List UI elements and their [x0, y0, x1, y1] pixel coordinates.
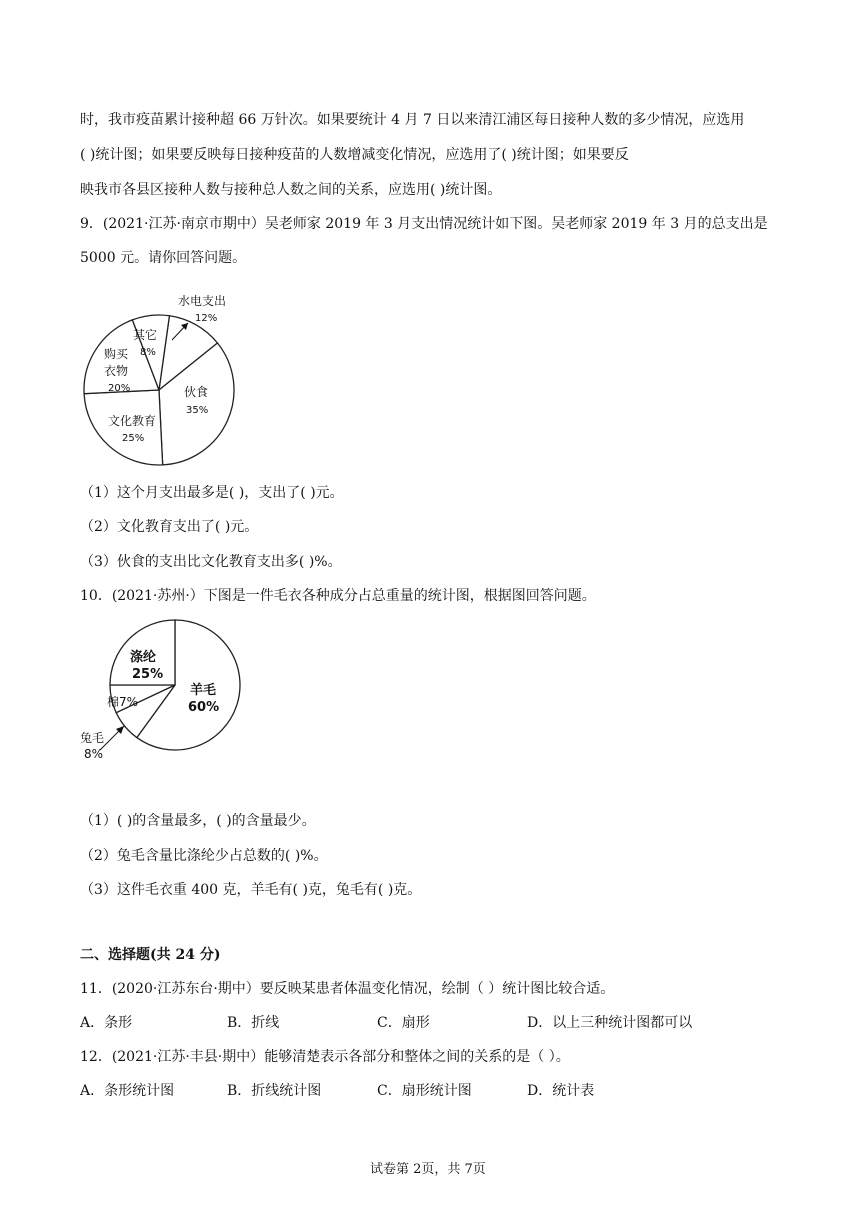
q11-option-d[interactable]: D．以上三种统计图都可以 — [527, 1015, 693, 1031]
sweater-pie-chart — [80, 620, 250, 770]
pie2-label-rabbit-pct: 8% — [84, 747, 104, 761]
pie2-label-poly: 涤纶 — [130, 650, 157, 665]
pie1-label-other-pct: 8% — [140, 347, 156, 358]
q12-option-d[interactable]: D．统计表 — [527, 1083, 595, 1099]
pie2-label-cotton: 棉7% — [107, 695, 139, 709]
q10-sub-1: （1）( )的含量最多，( )的含量最少。 — [80, 813, 316, 829]
q11-option-c[interactable]: C．扇形 — [377, 1015, 430, 1031]
q10-sub-2: （2）兔毛含量比涤纶少占总数的( )%。 — [80, 848, 328, 864]
q9-sub-1: （1）这个月支出最多是( )，支出了( )元。 — [80, 485, 344, 501]
pie2-label-rabbit: 兔毛 — [80, 731, 105, 745]
pie1-label-food-pct: 35% — [186, 405, 209, 416]
q9-sub-3: （3）伙食的支出比文化教育支出多( )%。 — [80, 554, 342, 570]
pie1-label-water-pct: 12% — [195, 313, 218, 324]
q8-line-2: ( )统计图；如果要反映每日接种疫苗的人数增减变化情况，应选用了( )统计图；如果要反 — [80, 147, 629, 163]
q9-sub-2: （2）文化教育支出了( )元。 — [80, 519, 259, 535]
pie1-label-clothes-pct: 20% — [108, 383, 131, 394]
pie1-label-clothes-1: 购买 — [104, 347, 129, 361]
q8-line-1: 时，我市疫苗累计接种超 66 万针次。如果要统计 4 月 7 日以来清江浦区每日接种人数的多少情况，应选用 — [80, 112, 745, 128]
pie2-label-wool: 羊毛 — [190, 683, 217, 698]
pie1-label-edu-pct: 25% — [122, 433, 145, 444]
q10-sub-3: （3）这件毛衣重 400 克，羊毛有( )克，兔毛有( )克。 — [80, 882, 422, 898]
q9-stem-line-2: 5000 元。请你回答问题。 — [80, 250, 247, 266]
q8-line-3: 映我市各县区接种人数与接种总人数之间的关系，应选用( )统计图。 — [80, 182, 502, 198]
pie2-label-poly-pct: 25% — [132, 667, 164, 682]
pie1-label-food: 伙食 — [184, 385, 209, 399]
pie1-label-other: 其它 — [133, 328, 158, 342]
expense-pie-chart — [80, 285, 250, 470]
q12-option-c[interactable]: C．扇形统计图 — [377, 1083, 472, 1099]
q11-option-a[interactable]: A．条形 — [80, 1015, 133, 1031]
q9-stem-line-1: 9．(2021·江苏·南京市期中）吴老师家 2019 年 3 月支出情况统计如下图。吴老师家 2019 年 3 月的总支出是 — [80, 216, 768, 232]
q12-stem: 12．(2021·江苏·丰县·期中）能够清楚表示各部分和整体之间的关系的是（ ）。 — [80, 1049, 570, 1065]
q12-option-a[interactable]: A．条形统计图 — [80, 1083, 175, 1099]
q11-option-b[interactable]: B．折线 — [227, 1015, 280, 1031]
q11-stem: 11．(2020·江苏东台·期中）要反映某患者体温变化情况，绘制（ ）统计图比较合适。 — [80, 981, 615, 997]
pie2-label-wool-pct: 60% — [188, 700, 220, 715]
pie1-label-water: 水电支出 — [178, 294, 227, 308]
pie1-label-edu: 文化教育 — [108, 414, 157, 428]
q12-option-b[interactable]: B．折线统计图 — [227, 1083, 322, 1099]
section-2-title: 二、选择题(共 24 分) — [80, 947, 221, 963]
q10-stem: 10．(2021·苏州·）下图是一件毛衣各种成分占总重量的统计图，根据图回答问题。 — [80, 588, 596, 604]
pie1-label-clothes-2: 衣物 — [104, 364, 129, 378]
page-footer: 试卷第 2页，共 7页 — [370, 1162, 486, 1177]
